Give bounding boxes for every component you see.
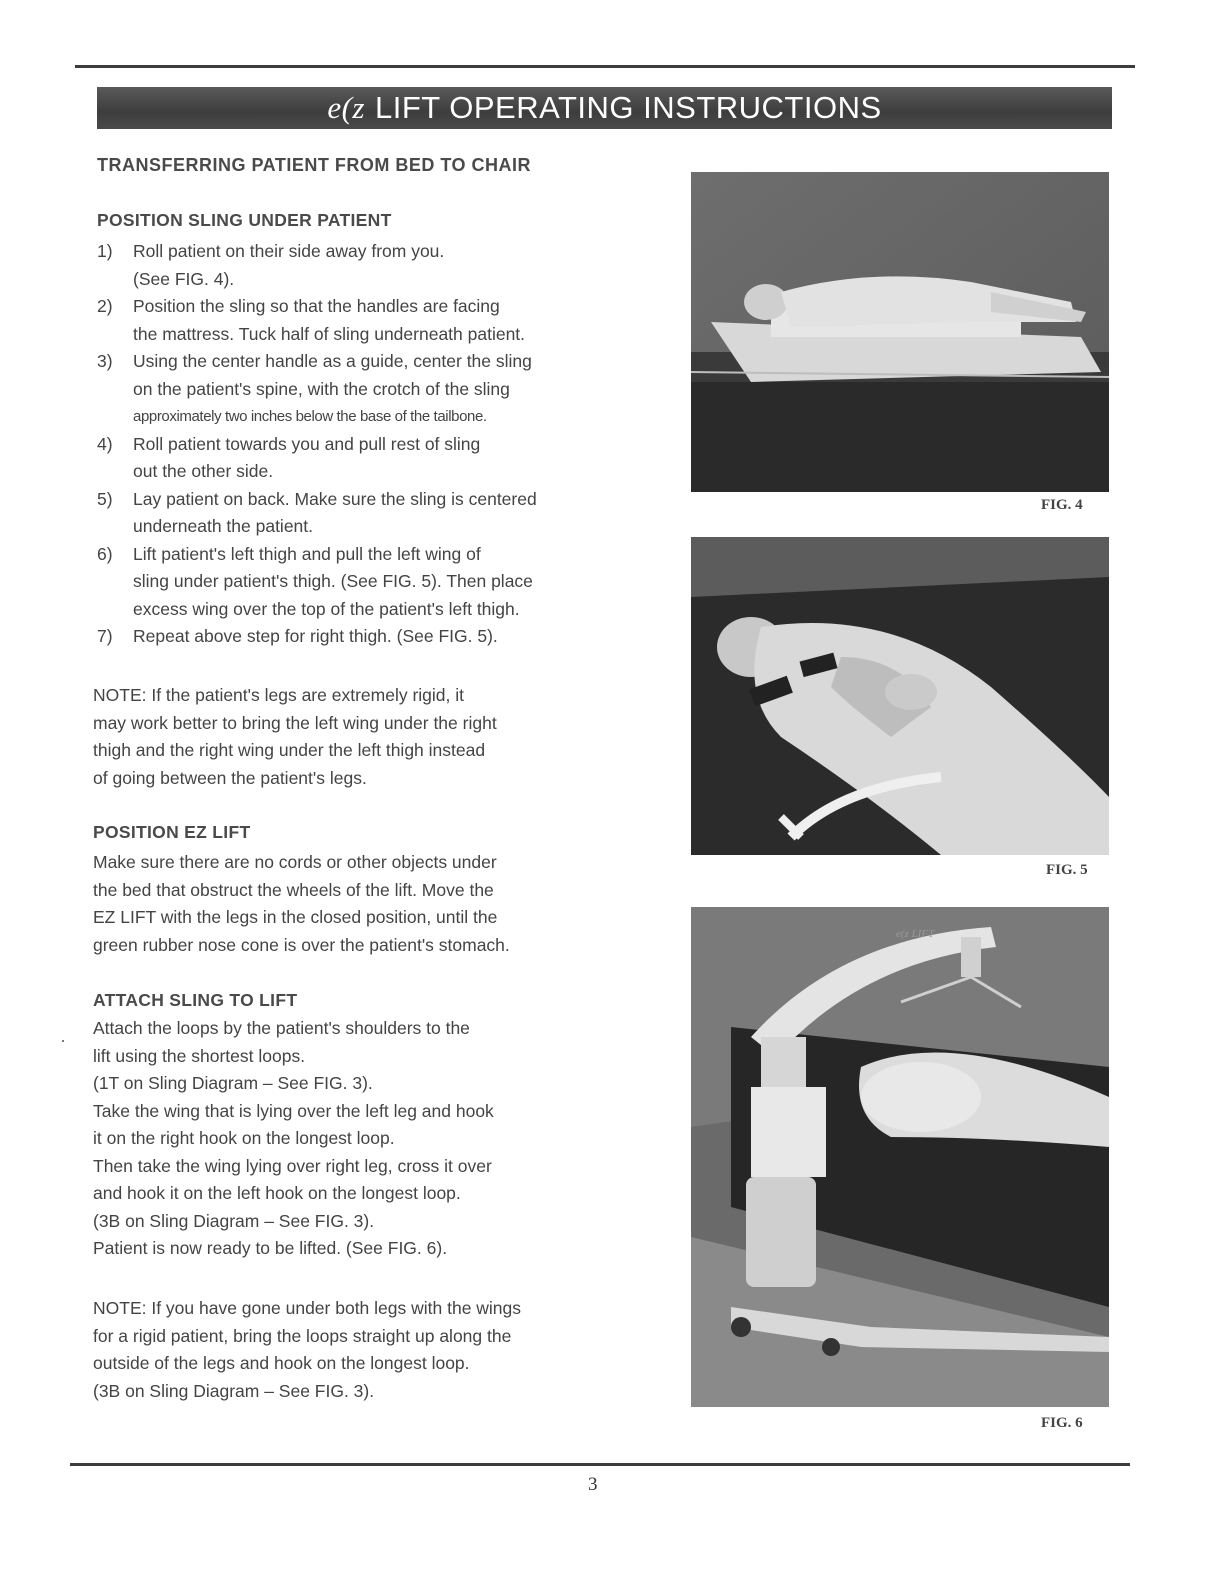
fig4-illustration (691, 172, 1109, 492)
section-heading-attach-sling: ATTACH SLING TO LIFT (93, 990, 298, 1010)
fig4-photo (691, 172, 1109, 492)
text-line: lift using the shortest loops. (93, 1045, 306, 1066)
step-line: Repeat above step for right thigh. (See FIG. 5). (133, 626, 498, 646)
fig5-photo (691, 537, 1109, 855)
fig6-illustration (691, 907, 1109, 1407)
step-number: 5) (97, 488, 113, 509)
main-heading: TRANSFERRING PATIENT FROM BED TO CHAIR (97, 155, 531, 175)
text-line: may work better to bring the left wing under the right (93, 712, 497, 733)
step-line: Using the center handle as a guide, center the sling (133, 351, 532, 371)
text-line: (3B on Sling Diagram – See FIG. 3). (93, 1380, 375, 1401)
step-line: Roll patient towards you and pull rest of sling (133, 433, 481, 454)
step-line: on the patient's spine, with the crotch of the sling (133, 378, 510, 399)
step-line: sling under patient's thigh. (See FIG. 5). Then place (133, 571, 533, 591)
text-line: of going between the patient's legs. (93, 767, 367, 788)
steps-list (97, 238, 617, 651)
text-line: and hook it on the left hook on the longest loop. (93, 1183, 461, 1203)
text-line: Then take the wing lying over right leg, cross it over (93, 1155, 492, 1176)
title-banner (97, 87, 1112, 129)
text-line: EZ LIFT with the legs in the closed position, until the (93, 907, 498, 927)
text-line: (1T on Sling Diagram – See FIG. 3). (93, 1073, 373, 1093)
text-line: the bed that obstruct the wheels of the lift. Move the (93, 879, 494, 900)
top-rule (75, 65, 1135, 68)
fig5-illustration (691, 537, 1109, 855)
text-line: it on the right hook on the longest loop. (93, 1128, 395, 1148)
fig5-label: FIG. 5 (1046, 862, 1088, 878)
note-rigid-legs (93, 682, 613, 792)
text-line: Patient is now ready to be lifted. (See FIG. 6). (93, 1238, 448, 1258)
step-number: 6) (97, 543, 113, 564)
text-line: NOTE: If the patient's legs are extremely rigid, it (93, 685, 464, 705)
step-number: 3) (97, 351, 113, 371)
step-line: Lay patient on back. Make sure the sling is centered (133, 488, 537, 509)
attach-sling-text (93, 1015, 613, 1263)
step-line: Position the sling so that the handles are facing (133, 296, 500, 316)
fig4-label: FIG. 4 (1041, 497, 1083, 513)
step-number: 1) (97, 241, 113, 261)
step-number: 7) (97, 626, 113, 646)
bottom-rule (70, 1463, 1130, 1466)
step-item (97, 431, 617, 486)
text-line: outside of the legs and hook on the longest loop. (93, 1353, 470, 1373)
text-line: Attach the loops by the patient's shoulders to the (93, 1018, 470, 1038)
text-line: (3B on Sling Diagram – See FIG. 3). (93, 1210, 375, 1231)
step-item (97, 623, 617, 651)
step-line: excess wing over the top of the patient's left thigh. (133, 598, 520, 619)
position-lift-text (93, 849, 613, 959)
step-line: (See FIG. 4). (133, 268, 235, 289)
ez-logo: e(z (327, 90, 365, 125)
step-item (97, 348, 617, 431)
step-line: the mattress. Tuck half of sling underneath patient. (133, 323, 526, 344)
section-heading-position-lift: POSITION EZ LIFT (93, 822, 251, 842)
text-line: green rubber nose cone is over the patient's stomach. (93, 934, 510, 955)
text-line: Make sure there are no cords or other objects under (93, 852, 497, 872)
step-line: Roll patient on their side away from you. (133, 241, 445, 261)
text-line: for a rigid patient, bring the loops straight up along the (93, 1325, 512, 1346)
step-number: 2) (97, 296, 113, 316)
section-heading-position-sling: POSITION SLING UNDER PATIENT (97, 210, 392, 230)
note-rigid-patient (93, 1295, 613, 1405)
text-line: thigh and the right wing under the left thigh instead (93, 740, 486, 760)
banner-title: LIFT OPERATING INSTRUCTIONS (374, 90, 882, 125)
fig6-lift-logo: e(z LIFT (896, 928, 935, 940)
scan-speck (62, 1040, 64, 1042)
step-item (97, 486, 617, 541)
step-item (97, 238, 617, 293)
step-line: out the other side. (133, 461, 274, 481)
fig6-photo (691, 907, 1109, 1407)
step-line: Lift patient's left thigh and pull the left wing of (133, 543, 481, 564)
fig6-label: FIG. 6 (1041, 1415, 1083, 1431)
step-line: underneath the patient. (133, 516, 314, 536)
step-number: 4) (97, 433, 113, 454)
step-item (97, 541, 617, 624)
page-number: 3 (588, 1474, 598, 1495)
text-line: NOTE: If you have gone under both legs with the wings (93, 1298, 522, 1318)
step-line: approximately two inches below the base of the tailbone. (133, 408, 487, 425)
step-item (97, 293, 617, 348)
text-line: Take the wing that is lying over the left leg and hook (93, 1100, 494, 1121)
